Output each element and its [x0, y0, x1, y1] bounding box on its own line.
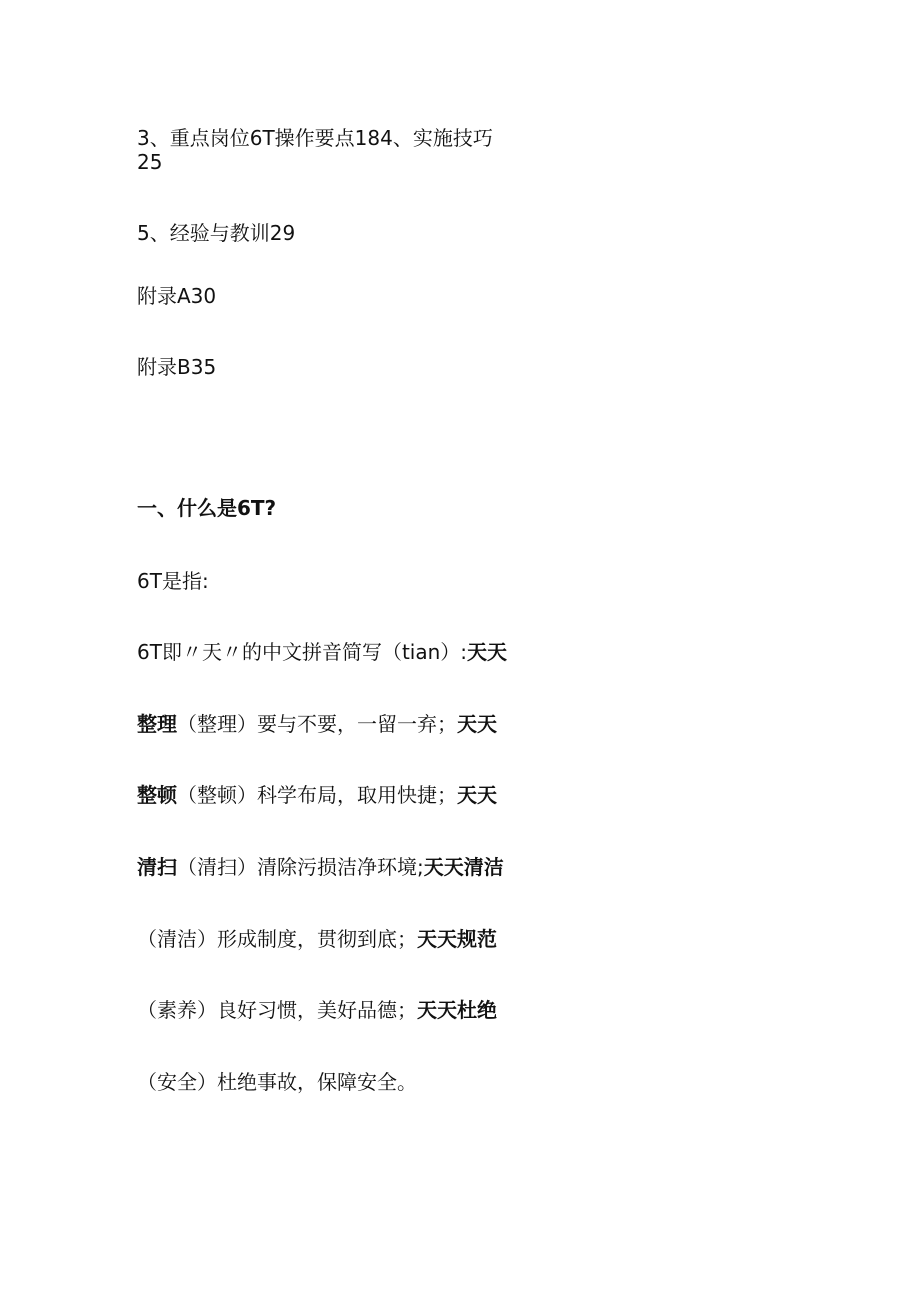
line-text: （清扫）清除污损洁净环境; — [177, 855, 424, 879]
paragraph-line — [137, 855, 504, 879]
paragraph-line — [137, 1070, 417, 1094]
line-bold-text: 天天规范 — [417, 927, 497, 951]
line-bold-text: 天天清洁 — [423, 855, 504, 879]
toc-entry-appendix-b: 附录B35 — [137, 355, 217, 379]
toc-entry-3: 3、重点岗位6T操作要点184、实施技巧 — [137, 126, 493, 150]
paragraph-line — [137, 640, 507, 664]
section-intro: 6T是指: — [137, 569, 209, 593]
line-text: （整理）要与不要，一留一弃； — [177, 712, 457, 736]
toc-entry-appendix-a: 附录A30 — [137, 284, 217, 308]
line-bold-text: 天天杜绝 — [417, 998, 497, 1022]
line-bold-term: 整顿 — [137, 783, 177, 807]
paragraph-line — [137, 712, 497, 736]
paragraph-line — [137, 783, 497, 807]
line-bold-term: 清扫 — [137, 855, 177, 879]
paragraph-line — [137, 927, 497, 951]
line-text: （安全）杜绝事故，保障安全。 — [137, 1070, 417, 1094]
line-text: （素养）良好习惯，美好品德； — [137, 998, 417, 1022]
line-text: 6T即〃天〃的中文拼音简写（tian）: — [137, 640, 468, 664]
section-heading: 一、什么是6T? — [137, 496, 277, 520]
line-bold-text: 天天 — [457, 712, 497, 736]
paragraph-line — [137, 998, 497, 1022]
line-text: （整顿）科学布局，取用快捷； — [177, 783, 457, 807]
toc-entry-5: 5、经验与教训29 — [137, 221, 296, 245]
toc-entry-3-page: 25 — [137, 150, 163, 174]
line-bold-text: 天天 — [457, 783, 497, 807]
line-bold-term: 整理 — [137, 712, 177, 736]
line-text: （清洁）形成制度，贯彻到底； — [137, 927, 417, 951]
line-bold-text: 天天 — [467, 640, 508, 664]
